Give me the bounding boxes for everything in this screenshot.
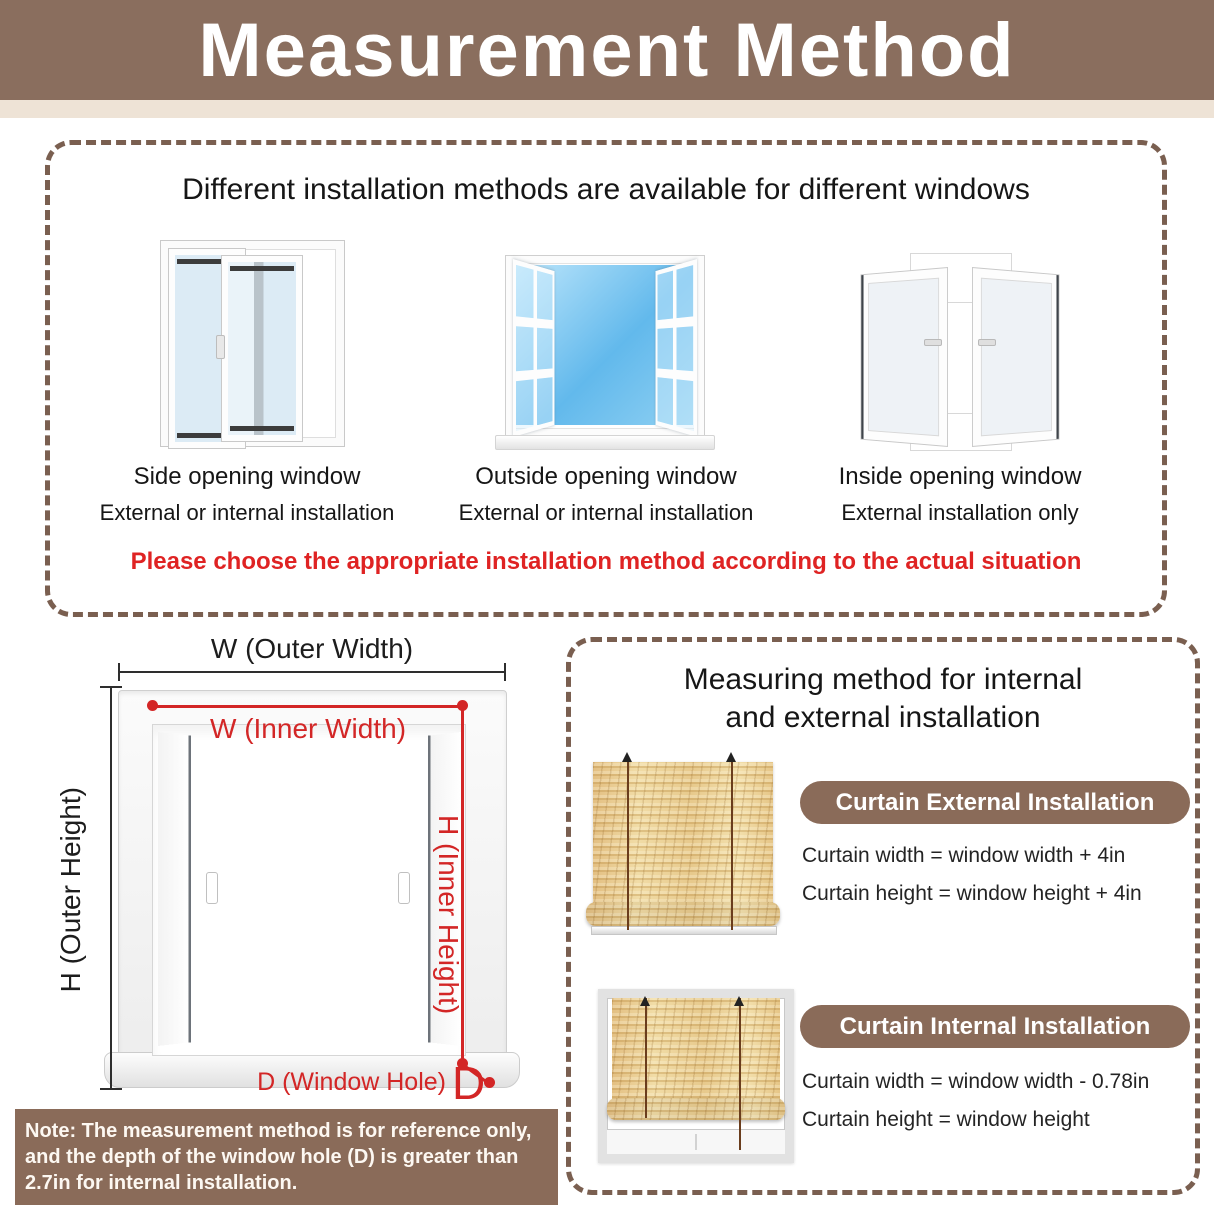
window-hole-depth-label: D (Window Hole) xyxy=(257,1068,446,1096)
depth-letter: D xyxy=(452,1057,486,1109)
window-type-caption xyxy=(67,463,427,526)
internal-installation-badge: Curtain Internal Installation xyxy=(800,1005,1190,1048)
measure-dot xyxy=(457,700,468,711)
right-sash-handle xyxy=(978,339,996,346)
panel-heading: Different installation methods are available for different windows xyxy=(182,173,1030,206)
external-installation-badge: Curtain External Installation xyxy=(800,781,1190,824)
outer-height-label: H (Outer Height) xyxy=(55,787,86,993)
blind-cord xyxy=(739,998,741,1150)
internal-height-formula: Curtain height = window height xyxy=(802,1108,1090,1131)
note-box: Note: The measurement method is for reference only, and the depth of the window hole (D) is greater than 2.7in for internal installation. xyxy=(15,1109,558,1205)
blind-hook xyxy=(622,752,632,762)
blind-cord xyxy=(731,762,733,930)
measure-dot xyxy=(147,700,158,711)
measure-right-handle xyxy=(398,872,410,904)
header-band xyxy=(0,100,1214,118)
panel-title-line2: and external installation xyxy=(725,701,1041,734)
side-opening-window-illustration xyxy=(160,240,345,447)
measure-dot xyxy=(484,1077,495,1088)
left-open-sash xyxy=(513,259,555,437)
blind-roll xyxy=(586,902,780,926)
window-sill xyxy=(495,435,715,450)
sill-divider xyxy=(695,1134,697,1150)
window-sliding-sash xyxy=(222,256,302,441)
installation-methods-panel xyxy=(45,140,1167,617)
sash-bottom-rail xyxy=(230,426,294,431)
warning-text: Please choose the appropriate installation method according to the actual situation xyxy=(130,548,1082,575)
glass-edge xyxy=(1056,275,1058,439)
inner-width-measure-line xyxy=(152,705,464,708)
left-sash-handle xyxy=(924,339,942,346)
internal-width-formula: Curtain width = window width - 0.78in xyxy=(802,1070,1150,1093)
bamboo-blind-internal-image xyxy=(598,989,794,1163)
inner-width-label: W (Inner Width) xyxy=(209,713,407,744)
blind-roll xyxy=(607,1098,785,1120)
external-width-formula: Curtain width = window width + 4in xyxy=(802,844,1126,867)
window-type-name: Inside opening window xyxy=(838,463,1082,490)
window-type-install: External or internal installation xyxy=(99,500,395,525)
panel-title-line1: Measuring method for internal xyxy=(683,663,1083,696)
measure-left-handle xyxy=(206,872,218,904)
left-inward-sash xyxy=(861,267,948,447)
right-open-sash xyxy=(655,259,697,437)
blind-body xyxy=(612,998,780,1106)
outer-width-dimension-line xyxy=(118,671,506,673)
outer-width-label: W (Outer Width) xyxy=(210,633,414,664)
window-type-name: Side opening window xyxy=(133,463,361,490)
blind-cord xyxy=(627,762,629,930)
outer-height-dimension-line xyxy=(110,686,112,1090)
window-type-name: Outside opening window xyxy=(475,463,737,490)
page-title: Measurement Method xyxy=(198,7,1016,93)
window-type-install: External or internal installation xyxy=(458,500,754,525)
blind-hook xyxy=(734,996,744,1006)
glass-edge xyxy=(861,275,863,439)
blind-body xyxy=(593,762,773,912)
measure-window-opening xyxy=(152,724,466,1056)
blind-cord xyxy=(645,998,647,1118)
sash-top-rail xyxy=(230,266,294,271)
measure-left-sash xyxy=(158,732,191,1046)
blind-hook xyxy=(640,996,650,1006)
external-height-formula: Curtain height = window height + 4in xyxy=(802,882,1142,905)
window-type-caption xyxy=(426,463,786,526)
inner-height-label: H (Inner Height) xyxy=(433,815,464,1015)
blind-hook xyxy=(726,752,736,762)
sash-handle xyxy=(216,335,225,359)
window-type-caption xyxy=(780,463,1140,526)
bamboo-blind-external-image xyxy=(593,762,773,952)
inside-opening-window-illustration xyxy=(840,253,1080,458)
measuring-method-panel xyxy=(566,637,1200,1195)
right-inward-sash xyxy=(972,267,1059,447)
window-type-install: External installation only xyxy=(841,500,1079,525)
blind-bottom-bar xyxy=(591,926,777,935)
header-banner xyxy=(0,0,1214,100)
outside-opening-window-illustration xyxy=(505,255,705,455)
